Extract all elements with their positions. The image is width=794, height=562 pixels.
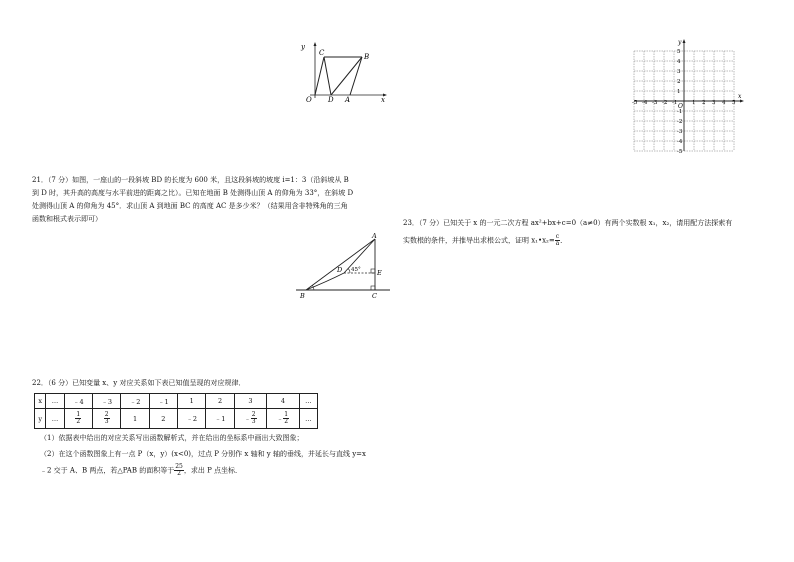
q21-line-4: 函数和根式表示即可）	[32, 215, 102, 223]
grid-x-tick-label: -2	[662, 100, 668, 106]
area-fraction	[174, 464, 184, 477]
grid-x-tick-label: 5	[732, 100, 736, 106]
grid-x-tick-label: -5	[632, 100, 638, 106]
table-cell: ﹣1	[206, 409, 234, 429]
segment-BA	[350, 57, 362, 95]
table-cell: ﹣2	[121, 394, 149, 409]
table-cell: 2	[206, 394, 234, 409]
grid-y-arrow	[683, 39, 686, 43]
right-angle-E	[371, 269, 375, 273]
grid-x-tick-label: 4	[722, 100, 726, 106]
q21-line-1: 21．（7 分）如图，一座山的一段斜坡 BD 的长度为 600 米，且这段斜坡的坡度 i=1：3（沿斜坡从 B	[32, 176, 349, 184]
area-fraction-den: 2	[177, 470, 181, 477]
q22-part2-text-a: ﹣2 交于 A、B 两点，若△PAB 的面积等于	[40, 466, 175, 475]
grid-y-label: y	[678, 39, 682, 46]
area-fraction-num: 25	[175, 463, 183, 470]
product-fraction-num: c	[555, 233, 560, 240]
q22-part1: （1）依据表中给出的对应关系写出函数解析式，并在给出的坐标系中画出大致图象；	[40, 434, 304, 442]
grid-origin-label: O	[678, 103, 683, 110]
fraction: $\frac{2}{3}$	[104, 411, 109, 425]
q22-title: 22．（6 分）已知变量 x、y 对应关系如下表已知值呈现的对应规律．	[32, 379, 246, 387]
q21-line-3: 处测得山顶 A 的仰角为 45°．求山顶 A 到地面 BC 的高度 AC 是多少米？（结果用含非特殊角的三角	[32, 202, 348, 210]
grid-y-tick-label: -4	[677, 139, 683, 145]
table-cell: …	[46, 394, 64, 409]
table-cell: ﹣3	[93, 394, 121, 409]
table-cell	[93, 409, 121, 429]
q22-part2-text-b: ，求出 P 点坐标．	[183, 466, 243, 475]
table-cell: 4	[267, 394, 299, 409]
table-cell: …	[46, 409, 64, 429]
fraction: $\frac{2}{3}$	[251, 411, 256, 425]
grid-x-tick-label: 2	[702, 100, 706, 106]
segment-BD	[331, 57, 362, 95]
mountain-slope-figure	[292, 232, 392, 302]
q23-text-b: ．	[560, 236, 568, 245]
table-row-x	[35, 394, 318, 409]
q23-text-a: 实数根的条件，并推导出求根公式，证明 x₁•x₂=	[403, 236, 555, 245]
grid-y-tick-label: 1	[677, 89, 681, 95]
table-cell: 3	[234, 394, 266, 409]
label-A: A	[372, 232, 377, 240]
q22-part2-line1: （2）在这个函数图象上有一点 P（x，y）(x<0)，过点 P 分别作 x 轴和 y 轴的垂线，并延长与直线 y=x	[40, 450, 366, 458]
table-cell: ﹣4	[64, 394, 92, 409]
grid-x-tick-label: 3	[712, 100, 716, 106]
table-cell: ﹣ $\frac{1}{2}$	[267, 409, 299, 429]
grid-y-tick-label: -3	[677, 129, 683, 135]
table-cell: …	[299, 394, 317, 409]
segment-BA	[306, 239, 375, 290]
fraction: $\frac{1}{2}$	[76, 411, 81, 425]
fraction: $\frac{1}{2}$	[284, 411, 289, 425]
label-C: C	[319, 49, 325, 57]
label-B: B	[364, 53, 370, 61]
grid-x-tick-label: -4	[642, 100, 648, 106]
label-E: E	[377, 269, 382, 277]
grid-y-tick-label: 3	[677, 69, 681, 75]
product-fraction-den: a	[555, 240, 560, 247]
label-B: B	[300, 292, 305, 300]
label-O: O	[306, 96, 312, 104]
table-cell: 1	[121, 409, 149, 429]
q21-line-2: 到 D 时，其升高的高度与水平前进的距离之比）。已知在地面 B 处测得山顶 A 的仰角为 33°，在斜坡 D	[32, 189, 354, 197]
label-x: x	[381, 96, 385, 104]
grid-y-tick-label: -1	[677, 109, 683, 115]
grid-x-label: x	[738, 93, 742, 100]
grid-x-tick-label: 1	[692, 100, 696, 106]
parallelogram-figure	[298, 38, 390, 106]
table-cell: ﹣ $\frac{2}{3}$	[234, 409, 266, 429]
label-A: A	[345, 96, 351, 104]
grid-y-tick-label: 4	[677, 59, 681, 65]
grid-x-tick-label: -1	[672, 100, 678, 106]
label-D: D	[328, 96, 334, 104]
angle-45-label: 45°	[351, 267, 361, 273]
grid-y-tick-label: -5	[677, 149, 683, 154]
angle-mark-B	[313, 286, 315, 291]
table-row-y	[35, 409, 318, 429]
table-cell: y	[35, 409, 46, 429]
coordinate-grid	[628, 38, 746, 154]
label-D: D	[337, 266, 343, 274]
table-cell	[64, 409, 92, 429]
table-cell: 1	[178, 394, 206, 409]
q22-part2-line2	[40, 464, 242, 478]
grid-y-tick-label: 5	[677, 49, 681, 55]
table-cell: x	[35, 394, 46, 409]
q23-line1: 23．（7 分）已知关于 x 的一元二次方程 ax²+bx+c=0（a≠0）有两个实数根 x₁，x₂，请用配方法探索有	[403, 219, 733, 227]
label-C: C	[372, 292, 377, 300]
table-cell: 2	[149, 409, 177, 429]
angle-mark-D	[348, 269, 350, 274]
grid-y-tick-label: -2	[677, 119, 683, 125]
table-cell: ﹣1	[149, 394, 177, 409]
q23-line2	[403, 234, 567, 248]
segment-CO	[315, 57, 324, 95]
right-angle-C	[371, 286, 375, 290]
label-y: y	[301, 43, 305, 51]
segment-CD	[324, 57, 331, 95]
table-cell: ﹣2	[178, 409, 206, 429]
table-cell: …	[299, 409, 317, 429]
grid-x-tick-label: -3	[652, 100, 658, 106]
grid-y-tick-label: 2	[677, 79, 681, 85]
y-axis-arrow	[314, 42, 317, 46]
q22-value-table	[34, 393, 318, 429]
q21-text	[32, 174, 353, 226]
